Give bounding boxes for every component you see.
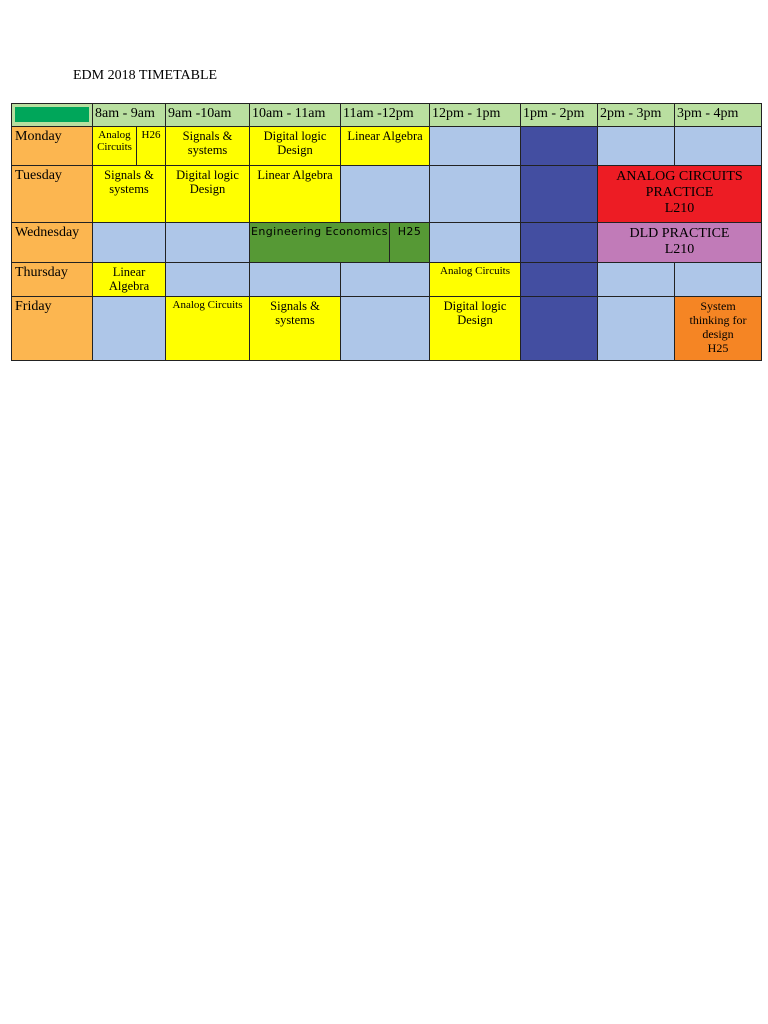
timetable-grid <box>11 103 762 361</box>
thursday-free-2pm <box>597 262 675 297</box>
friday-digital-logic: Digital logic Design <box>429 296 521 361</box>
wednesday-lunch <box>520 222 598 263</box>
tuesday-digital-logic: Digital logic Design <box>165 165 250 223</box>
thursday-analog-circuits: Analog Circuits <box>429 262 521 297</box>
header-slot-10am: 10am - 11am <box>249 103 341 127</box>
wednesday-free-8am <box>92 222 166 263</box>
thursday-free-9am <box>165 262 250 297</box>
tuesday-analog-practice <box>597 165 762 223</box>
friday-signals-systems: Signals & systems <box>249 296 341 361</box>
monday-digital-logic: Digital logic Design <box>249 126 341 166</box>
monday-lunch <box>520 126 598 166</box>
day-label-tuesday: Tuesday <box>11 165 93 223</box>
header-slot-1pm: 1pm - 2pm <box>520 103 598 127</box>
header-slot-2pm: 2pm - 3pm <box>597 103 675 127</box>
header-slot-3pm: 3pm - 4pm <box>674 103 762 127</box>
day-label-wednesday: Wednesday <box>11 222 93 263</box>
tuesday-free-11am <box>340 165 430 223</box>
friday-free-8am <box>92 296 166 361</box>
friday-system-room: H25 <box>707 341 729 355</box>
thursday-free-10am <box>249 262 341 297</box>
wednesday-practice-room: L210 <box>664 242 695 257</box>
wednesday-engineering-economics: Engineering Economics <box>249 222 390 263</box>
wednesday-practice-label: DLD PRACTICE <box>629 226 730 241</box>
thursday-linear-algebra: Linear Algebra <box>92 262 166 297</box>
tuesday-signals-systems: Signals & systems <box>92 165 166 223</box>
tuesday-lunch <box>520 165 598 223</box>
thursday-lunch <box>520 262 598 297</box>
friday-system-thinking <box>674 296 762 361</box>
monday-free-2pm <box>597 126 675 166</box>
thursday-free-11am <box>340 262 430 297</box>
tuesday-linear-algebra: Linear Algebra <box>249 165 341 223</box>
day-label-monday: Monday <box>11 126 93 166</box>
wednesday-dld-practice <box>597 222 762 263</box>
friday-lunch <box>520 296 598 361</box>
friday-analog-circuits: Analog Circuits <box>165 296 250 361</box>
thursday-free-3pm <box>674 262 762 297</box>
header-slot-8am: 8am - 9am <box>92 103 166 127</box>
friday-free-2pm <box>597 296 675 361</box>
tuesday-practice-label: ANALOG CIRCUITS PRACTICE <box>616 169 743 200</box>
wednesday-room-h25: H25 <box>389 222 430 263</box>
corner-color-swatch <box>15 107 89 122</box>
tuesday-practice-room: L210 <box>664 201 695 216</box>
monday-analog-circuits: Analog Circuits <box>92 126 137 166</box>
page-title: EDM 2018 TIMETABLE <box>73 68 218 83</box>
monday-free-12pm <box>429 126 521 166</box>
day-label-thursday: Thursday <box>11 262 93 297</box>
header-slot-11am: 11am -12pm <box>340 103 430 127</box>
monday-linear-algebra: Linear Algebra <box>340 126 430 166</box>
corner-cell <box>11 103 93 127</box>
friday-system-label: System thinking for design <box>689 299 747 341</box>
wednesday-free-12pm <box>429 222 521 263</box>
header-slot-12pm: 12pm - 1pm <box>429 103 521 127</box>
header-slot-9am: 9am -10am <box>165 103 250 127</box>
friday-free-11am <box>340 296 430 361</box>
tuesday-free-12pm <box>429 165 521 223</box>
wednesday-free-9am <box>165 222 250 263</box>
day-label-friday: Friday <box>11 296 93 361</box>
monday-signals-systems: Signals & systems <box>165 126 250 166</box>
monday-room-h26: H26 <box>136 126 166 166</box>
monday-free-3pm <box>674 126 762 166</box>
